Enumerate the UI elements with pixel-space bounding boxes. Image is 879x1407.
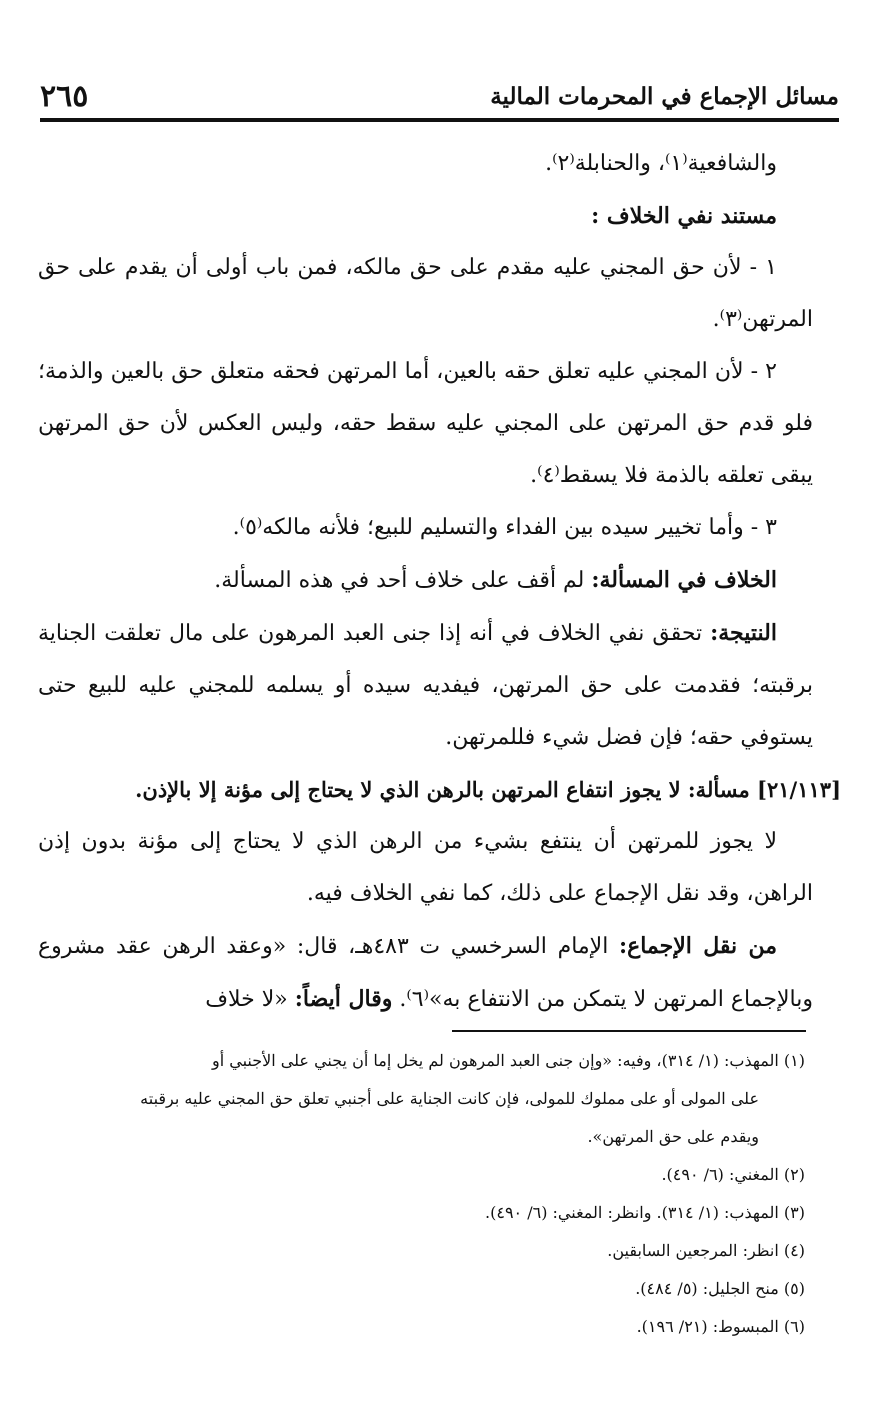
section-heading: مستند نفي الخلاف : bbox=[591, 203, 777, 229]
paragraph: ١ - لأن حق المجني عليه مقدم على حق مالكه، فمن باب أولى أن يقدم على حق المرتهن⁽٣⁾. bbox=[38, 255, 813, 332]
page-header bbox=[40, 70, 839, 116]
footnote: (٢) المغني: (٦/ ٤٩٠). bbox=[661, 1165, 805, 1184]
header-rule bbox=[40, 118, 839, 122]
footnote: (٥) منح الجليل: (٥/ ٤٨٤). bbox=[635, 1279, 805, 1298]
footnote: (٣) المهذب: (١/ ٣١٤). وانظر: المغني: (٦/ ٤٩٠). bbox=[485, 1203, 805, 1222]
paragraph: ٢ - لأن المجني عليه تعلق حقه بالعين، أما المرتهن فحقه متعلق حق بالعين والذمة؛ فلو قدم حق المرتهن على المجني عليه سقط حقه، وليس العكس لأن حق المرتهن يبقى تعلقه بالذمة فلا يسقط⁽٤⁾. bbox=[38, 359, 813, 488]
inline-label: وقال أيضاً: bbox=[294, 986, 393, 1012]
inline-text: لم أقف على خلاف أحد في هذه المسألة. bbox=[214, 568, 592, 593]
paragraph: ٣ - وأما تخيير سيده بين الفداء والتسليم للبيع؛ فلأنه مالكه⁽٥⁾. bbox=[232, 515, 777, 540]
main-text bbox=[38, 138, 841, 1026]
inline-text: «لا خلاف bbox=[205, 987, 295, 1012]
inline-label: النتيجة: bbox=[710, 620, 777, 646]
paragraph bbox=[38, 920, 813, 1026]
paragraph bbox=[38, 607, 813, 764]
footnote: (٤) انظر: المرجعين السابقين. bbox=[607, 1241, 805, 1260]
running-title: مسائل الإجماع في المحرمات المالية bbox=[490, 83, 839, 110]
footnote-continuation: ويقدم على حق المرتهن». bbox=[587, 1127, 759, 1146]
footnote: (٦) المبسوط: (٢١/ ١٩٦). bbox=[636, 1317, 805, 1336]
footnote-separator bbox=[452, 1030, 806, 1032]
inline-label: الخلاف في المسألة: bbox=[591, 567, 777, 593]
inline-text: تحقق نفي الخلاف في أنه إذا جنى العبد المرهون على مال تعلقت الجناية برقبته؛ فقدمت على حق المرتهن، فيفديه سيده أو يسلمه للمجني عليه للبيع حتى يستوفي حقه؛ فإن فضل شيء فللمرتهن. bbox=[38, 621, 813, 750]
page-number: ٢٦٥ bbox=[40, 79, 89, 114]
paragraph: والشافعية⁽١⁾، والحنابلة⁽٢⁾. bbox=[545, 151, 777, 176]
inline-label: من نقل الإجماع: bbox=[618, 933, 777, 959]
paragraph bbox=[38, 554, 813, 607]
paragraph: لا يجوز للمرتهن أن ينتفع بشيء من الرهن الذي لا يحتاج إلى مؤنة بدون إذن الراهن، وقد نقل الإجماع على ذلك، كما نفي الخلاف فيه. bbox=[38, 829, 813, 906]
issue-heading: [٢١/١١٣] مسألة: لا يجوز انتفاع المرتهن بالرهن الذي لا يحتاج إلى مؤنة إلا بالإذن. bbox=[135, 777, 841, 802]
footnote-continuation: على المولى أو على مملوك للمولى، فإن كانت الجناية على أجنبي تعلق حق المجني عليه برقبته bbox=[140, 1089, 759, 1108]
inline-text: الإمام السرخسي ت ٤٨٣هـ، قال: «وعقد الرهن عقد مشروع وبالإجماع المرتهن لا يتمكن من الانتفاع به»⁽٦⁾. bbox=[38, 934, 813, 1012]
footnote: (١) المهذب: (١/ ٣١٤)، وفيه: «وإن جنى العبد المرهون لم يخل إما أن يجني على الأجنبي أو bbox=[212, 1051, 805, 1070]
footnotes bbox=[44, 1042, 805, 1346]
